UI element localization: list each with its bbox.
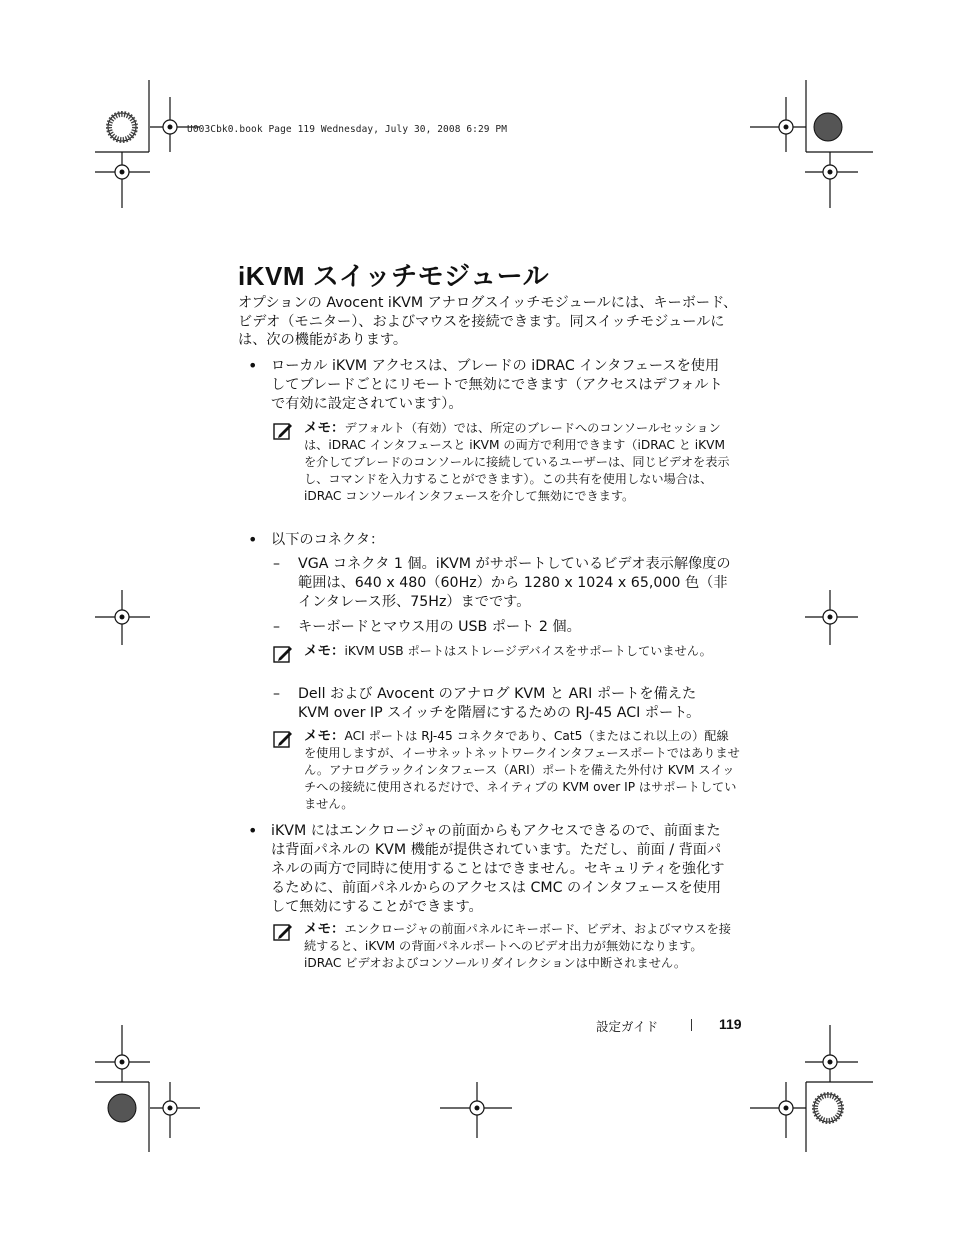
note-aci-port: メモ：ACI ポートは RJ-45 コネクタであり、Cat5（またはこれ以上の）配線を使用しますが、イーサネットネットワークインタフェースポートではありません。アナログラックインタフェース（ARI）ポートを備えた外付け KVM スイッチへの接続に使用されるだけで、ネイティブの KVM over IP はサポートしていません。: [304, 728, 740, 811]
dash-marker: –: [273, 686, 280, 702]
note-usb-storage: メモ：iKVM USB ポートはストレージデバイスをサポートしていません。: [304, 643, 712, 659]
note-front-panel-video: メモ：エンクロージャの前面パネルにキーボード、ビデオ、およびマウスを接続すると、iKVM の背面パネルポートへのビデオ出力が無効になります。iDRAC ビデオおよびコンソールリダイレクションは中断されません。: [304, 921, 731, 970]
pencil-note-icon: [273, 922, 293, 942]
sub-item-vga: VGA コネクタ 1 個。iKVM がサポートしているビデオ表示解像度の範囲は、640 x 480（60Hz）から 1280 x 1024 x 65,000 色（非インタレース形、75Hz）までです。: [298, 556, 731, 610]
file-header: U003Cbk0.book Page 119 Wednesday, July 30, 2008 6:29 PM: [187, 124, 508, 135]
bullet-marker: •: [248, 356, 258, 375]
bullet-item-connectors: 以下のコネクタ：: [271, 532, 385, 548]
sub-item-usb: キーボードとマウス用の USB ポート 2 個。: [298, 619, 581, 635]
bullet-marker: •: [248, 821, 258, 840]
pencil-note-icon: [273, 729, 293, 749]
intro-paragraph: オプションの Avocent iKVM アナログスイッチモジュールには、キーボード、ビデオ（モニター）、およびマウスを接続できます。同スイッチモジュールには、次の機能があります。: [238, 295, 738, 348]
bullet-item-local-ikvm: ローカル iKVM アクセスは、ブレードの iDRAC インタフェースを使用してブレードごとにリモートで無効にできます（アクセスはデフォルトで有効に設定されています）。: [271, 358, 723, 412]
dash-marker: –: [273, 619, 280, 635]
footer-guide-title: 設定ガイド: [596, 1019, 659, 1034]
bullet-marker: •: [248, 530, 258, 549]
pencil-note-icon: [273, 421, 293, 441]
note-shared-console: メモ：デフォルト（有効）では、所定のブレードへのコンソールセッションは、iDRAC インタフェースと iKVM の両方で利用できます（iDRAC と iKVM を介してブレードのコンソールに接続しているユーザーは、同じビデオを表示し、コマンドを入力することができます）。この共有を使用しない場合は、iDRAC コンソールインタフェースを介して無効にできます。: [304, 420, 730, 503]
footer-separator: [691, 1019, 692, 1031]
pencil-note-icon: [273, 644, 293, 664]
page-title: iKVM スイッチモジュール: [238, 261, 550, 291]
page-number: 119: [719, 1016, 742, 1032]
sub-item-aci-port: Dell および Avocent のアナログ KVM と ARI ポートを備えた KVM over IP スイッチを階層にするための RJ-45 ACI ポート。: [298, 686, 701, 721]
dash-marker: –: [273, 556, 280, 572]
bullet-item-front-panel: iKVM にはエンクロージャの前面からもアクセスできるので、前面または背面パネルの KVM 機能が提供されています。ただし、前面 / 背面パネルの両方で同時に使用することはできません。セキュリティを強化するために、前面パネルからのアクセスは CMC のインタフェースを使用して無効にすることができます。: [271, 823, 725, 915]
